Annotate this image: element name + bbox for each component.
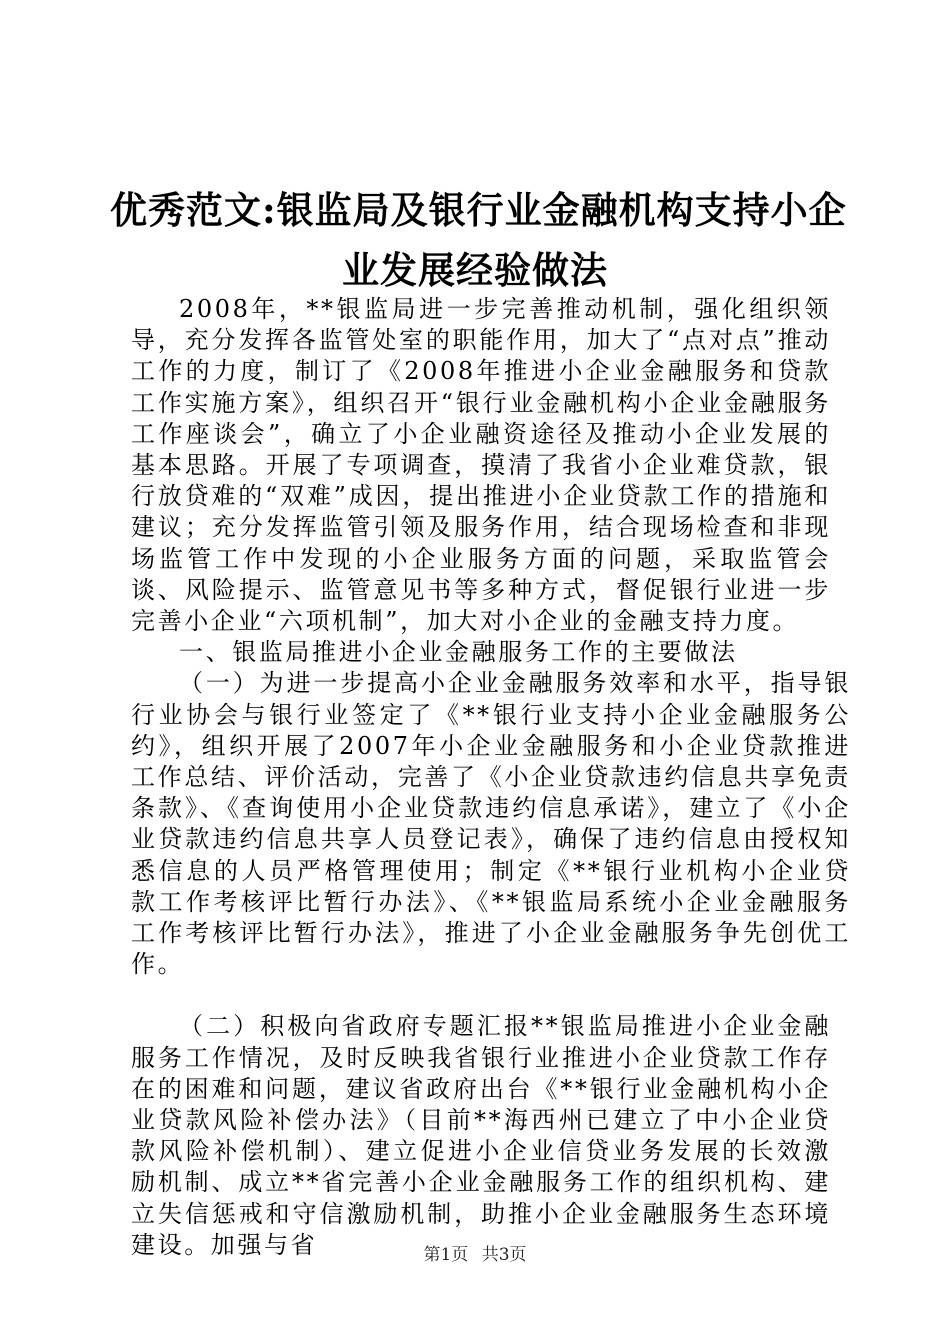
paragraph-spacer	[131, 980, 831, 1011]
total-pages: 共3页	[481, 1245, 527, 1265]
paragraph-item-2: （二）积极向省政府专题汇报**银监局推进小企业金融服务工作情况，及时反映我省银行业推进小企业贷款工作存在的困难和问题，建议省政府出台《**银行业金融机构小企业贷款风险补偿办法》（目前**海西州已建立了中小企业贷款风险补偿机制）、建立促进小企业信贷业务发展的长效激励机制、成立**省完善小企业金融服务工作的组织机构、建立失信惩戒和守信激励机制，助推小企业金融服务生态环境建设。加强与省	[131, 1012, 831, 1259]
page-number: 第1页	[423, 1245, 469, 1265]
document-body	[131, 294, 851, 1261]
paragraph-item-1: （一）为进一步提高小企业金融服务效率和水平，指导银行业协会与银行业签定了《**银行业支持小企业金融服务公约》，组织开展了2007年小企业金融服务和小企业贷款推进工作总结、评价活动，完善了《小企业贷款违约信息共享免责条款》、《查询使用小企业贷款违约信息承诺》，建立了《小企业贷款违约信息共享人员登记表》，确保了违约信息由授权知悉信息的人员严格管理使用；制定《**银行业机构小企业贷款工作考核评比暂行办法》、《**银监局系统小企业金融服务工作考核评比暂行办法》，推进了小企业金融服务争先创优工作。	[131, 669, 851, 979]
page-footer	[0, 1244, 950, 1266]
section-heading: 一、银监局推进小企业金融服务工作的主要做法	[179, 638, 738, 667]
document-title-line-2: 业发展经验做法	[342, 248, 608, 292]
document-title-line-1: 优秀范文:银监局及银行业金融机构支持小企	[110, 188, 847, 232]
paragraph-intro: 2008年，**银监局进一步完善推动机制，强化组织领导，充分发挥各监管处室的职能作用，加大了“点对点”推动工作的力度，制订了《2008年推进小企业金融服务和贷款工作实施方案》，组织召开“银行业金融机构小企业金融服务工作座谈会”，确立了小企业融资途径及推动小企业发展的基本思路。开展了专项调查，摸清了我省小企业难贷款，银行放贷难的“双难”成因，提出推进小企业贷款工作的措施和建议；充分发挥监管引领及服务作用，结合现场检查和非现场监管工作中发现的小企业服务方面的问题，采取监管会谈、风险提示、监管意见书等多种方式，督促银行业进一步完善小企业“六项机制”，加大对小企业的金融支持力度。	[131, 295, 831, 636]
